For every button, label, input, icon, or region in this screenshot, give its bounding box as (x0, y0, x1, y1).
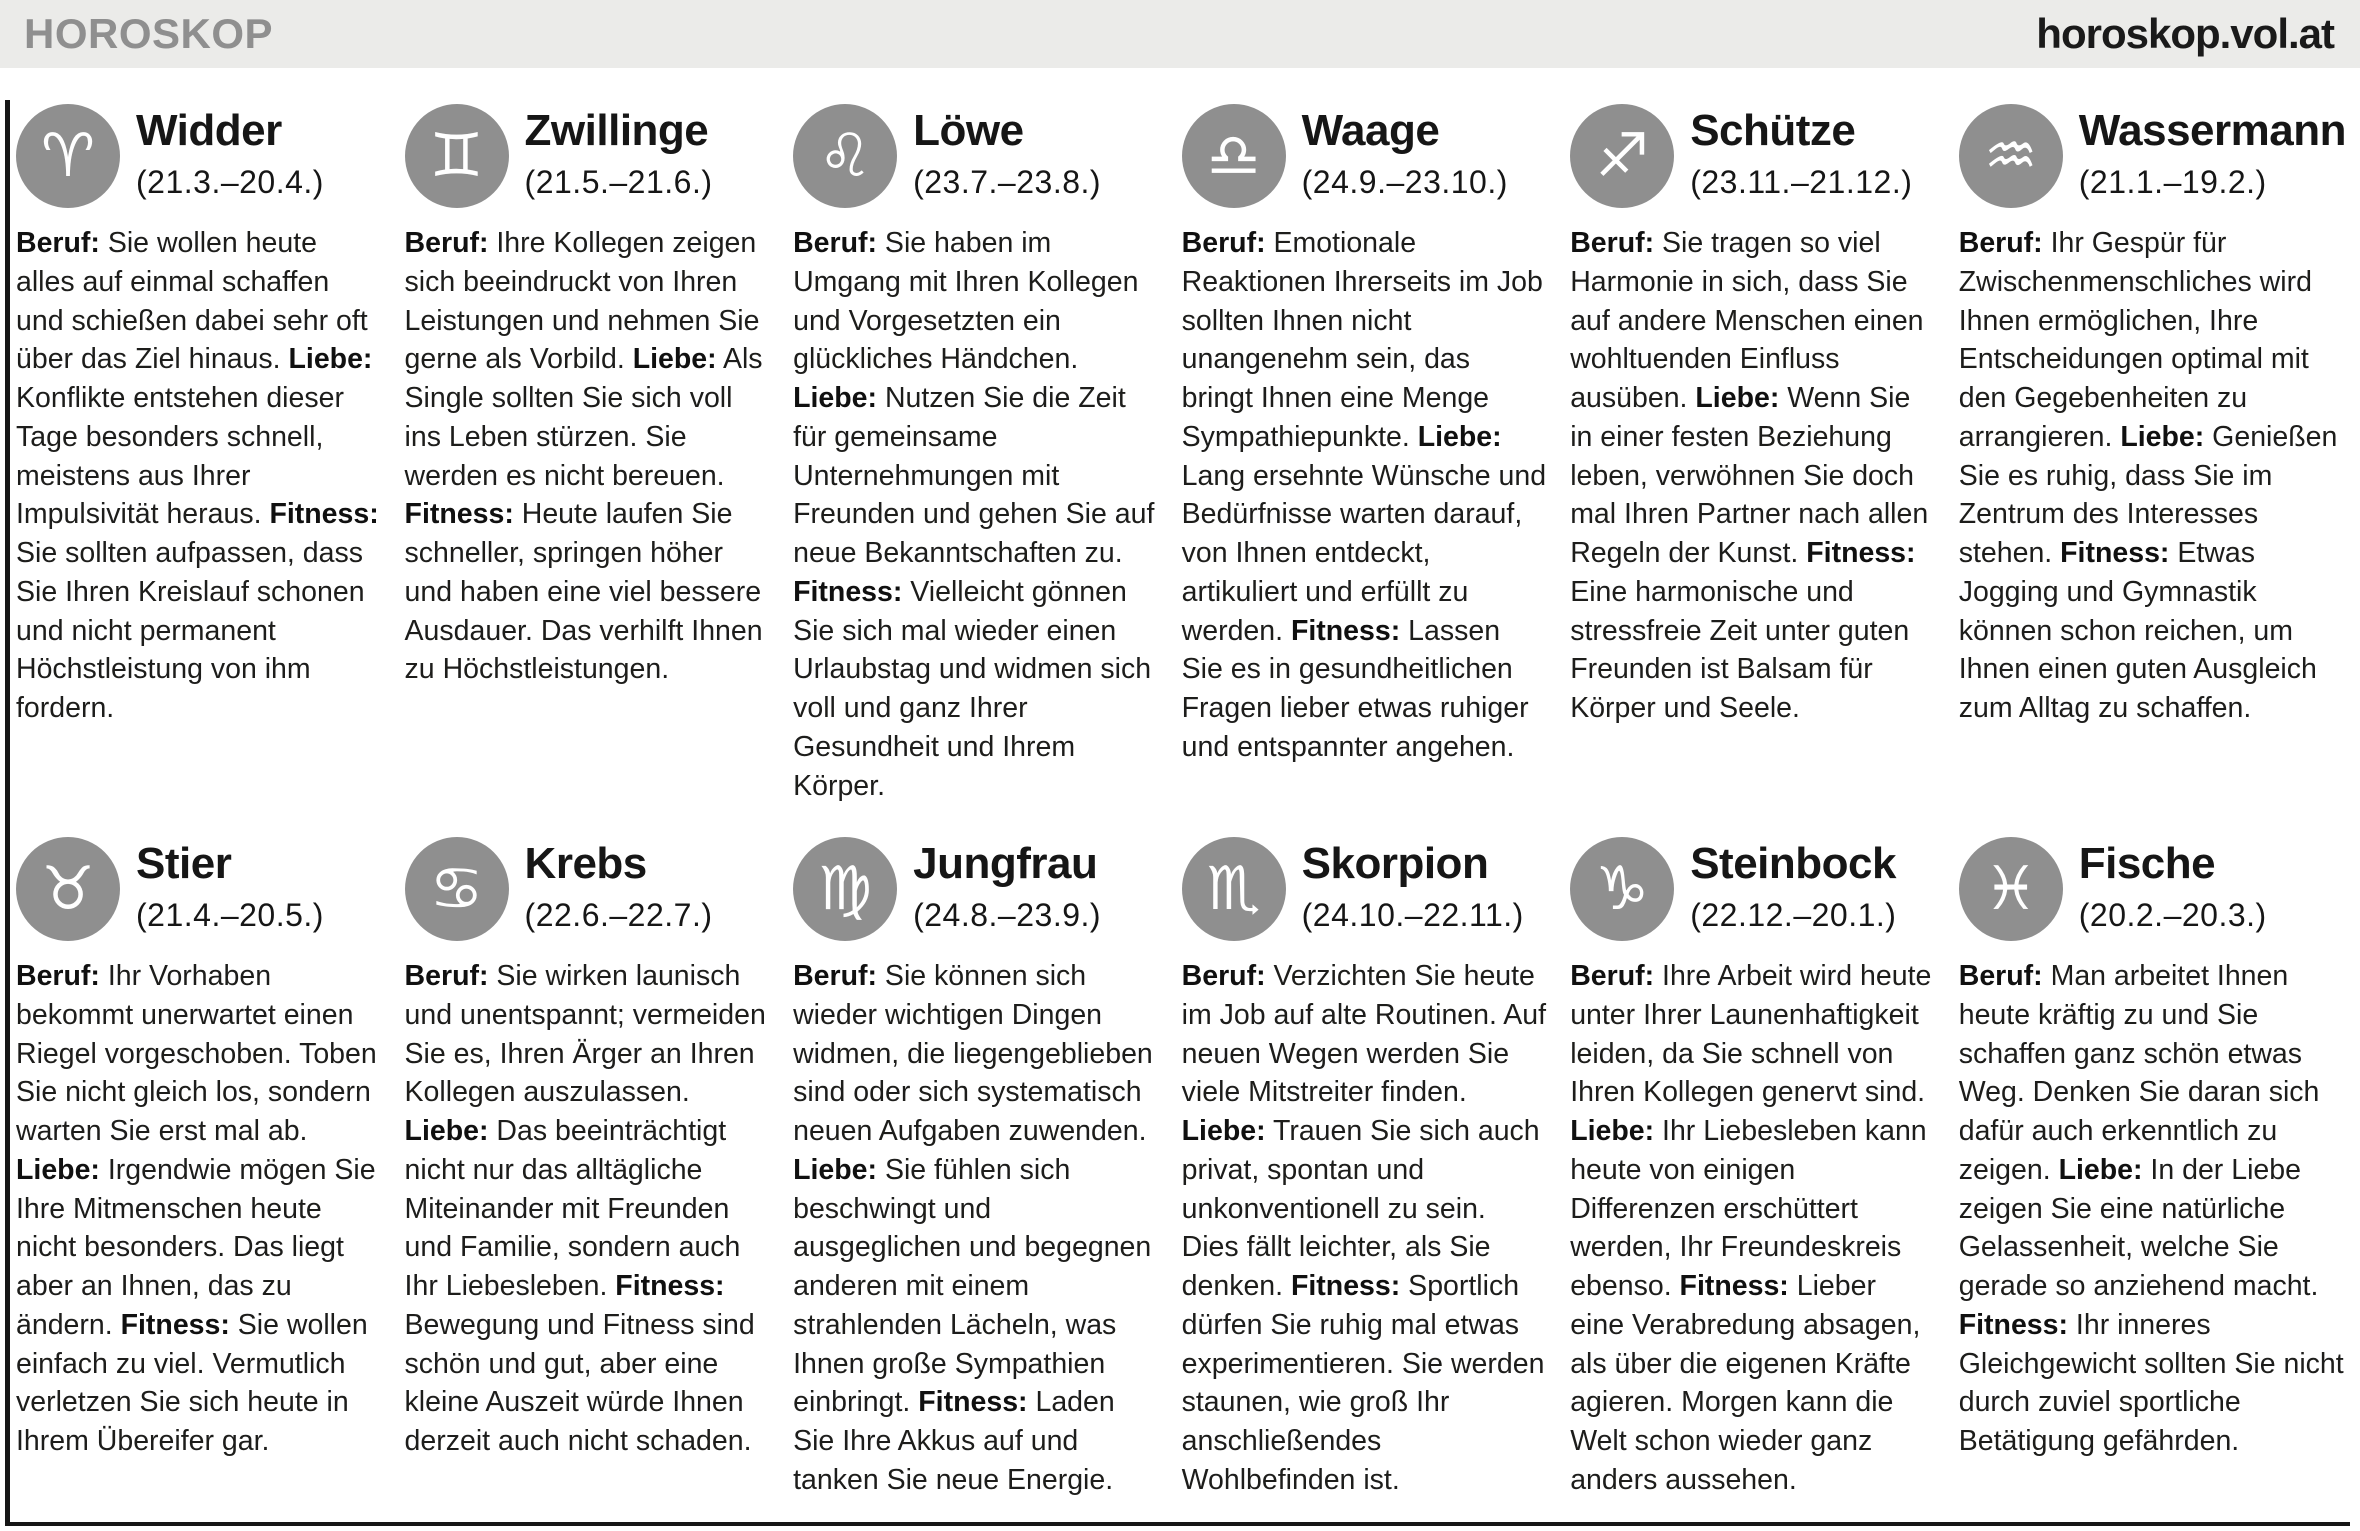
sign-name: Widder (136, 106, 282, 155)
sign-title-block (136, 837, 324, 934)
section-label: Beruf: (404, 960, 489, 992)
section-label: Beruf: (1181, 227, 1266, 259)
sign-header (1959, 837, 2346, 941)
sign-title-block (525, 837, 713, 934)
page-header (0, 0, 2360, 68)
pisces-icon: ♓ (1959, 837, 2063, 941)
sign-title-block (913, 837, 1101, 934)
sign-card (405, 96, 770, 793)
sign-name: Schütze (1690, 106, 1856, 155)
section-label: Liebe: (1417, 420, 1502, 453)
sign-header (1182, 104, 1547, 208)
page-title: HOROSKOP (24, 10, 274, 57)
sign-card (1570, 829, 1935, 1500)
sign-card (1959, 829, 2346, 1500)
section-label: Fitness: (1290, 1270, 1401, 1302)
section-label: Liebe: (288, 343, 373, 376)
sign-title-block (136, 104, 324, 201)
section-label: Liebe: (632, 343, 717, 376)
sign-card (793, 829, 1158, 1500)
sign-name: Waage (1301, 106, 1440, 155)
sign-name: Fische (2078, 839, 2216, 888)
section-label: Fitness: (404, 498, 514, 531)
sign-card (1570, 96, 1935, 793)
signs-grid (16, 96, 2346, 1500)
section-label: Fitness: (1958, 1308, 2069, 1341)
sign-header (16, 837, 381, 941)
sign-card (1182, 829, 1547, 1500)
sign-dates: (24.8.–23.9.) (913, 897, 1102, 934)
sign-text: Beruf: Sie haben im Umgang mit Ihren Kollegen und Vorgesetzten ein glückliches Händchen. Liebe: Nutzen Sie die Zeit für gemeinsame Unternehmungen mit Freunden und gehen Sie auf neue Bekanntschaften zu. Fitness: Vielleicht gönnen Sie sich mal wieder einen Urlaubstag und widmen sich voll und ganz Ihrer Gesundheit und Ihrem Körper. (793, 227, 1155, 802)
sign-card (405, 829, 770, 1500)
sign-title-block (2079, 837, 2267, 934)
sign-card (793, 96, 1158, 802)
section-label: Fitness: (2060, 537, 2170, 569)
sign-card (16, 829, 381, 1500)
sign-text: Beruf: Emotionale Reaktionen Ihrerseits im Job sollten Ihnen nicht unangenehm sein, das bringt Ihnen eine Menge Sympathiepunkte. Liebe: Lang ersehnte Wünsche und Bedürfnisse warten darauf, von Ihnen entdeckt, artikuliert und erfüllt zu werden. Fitness: Lassen Sie es in gesundheitlichen Fragen lieber etwas ruhiger und entspannter angehen. (1181, 227, 1547, 763)
section-label: Liebe: (793, 1153, 878, 1186)
sign-text: Beruf: Ihr Gespür für Zwischenmenschliches wird Ihnen ermöglichen, Ihre Entscheidungen optimal mit den Gegebenheiten zu arrangieren. Liebe: Genießen Sie es ruhig, dass Sie im Zentrum des Interesses stehen. Fitness: Etwas Jogging und Gymnastik können schon reichen, um Ihnen einen guten Ausgleich zum Alltag zu schaffen. (1958, 227, 2338, 724)
sign-text: Beruf: Ihr Vorhaben bekommt unerwartet einen Riegel vorgeschoben. Toben Sie nicht gleich los, sondern warten Sie erst mal ab. Liebe: Irgendwie mögen Sie Ihre Mitmenschen heute nicht besonders. Das liegt aber an Ihnen, das zu ändern. Fitness: Sie wollen einfach zu viel. Vermutlich verletzen Sie sich heute in Ihrem Übereifer gar. (16, 960, 377, 1457)
sign-dates: (21.5.–21.6.) (524, 164, 713, 201)
virgo-icon: ♍ (793, 837, 897, 941)
section-label: Fitness: (1679, 1270, 1789, 1302)
sign-name: Steinbock (1690, 839, 1896, 888)
sign-card (1959, 96, 2346, 793)
sign-title-block (2079, 104, 2346, 201)
section-label: Beruf: (1181, 960, 1266, 992)
leo-icon: ♌ (793, 104, 897, 208)
sagittarius-icon: ♐ (1570, 104, 1674, 208)
section-label: Liebe: (2058, 1153, 2143, 1186)
sign-name: Jungfrau (913, 839, 1098, 888)
section-label: Liebe: (1181, 1115, 1266, 1147)
sign-text: Beruf: Sie wollen heute alles auf einmal schaffen und schießen dabei sehr oft über das Ziel hinaus. Liebe: Konflikte entstehen dieser Tage besonders schnell, meistens aus Ihrer Impulsivität heraus. Fitness: Sie sollten aufpassen, dass Sie Ihren Kreislauf schonen und nicht permanent Höchstleistung von ihm fordern. (16, 227, 379, 724)
section-label: Liebe: (16, 1153, 100, 1186)
sign-dates: (23.7.–23.8.) (913, 164, 1102, 201)
section-label: Beruf: (793, 960, 878, 992)
sign-text: Beruf: Verzichten Sie heute im Job auf alte Routinen. Auf neuen Wegen werden Sie viele Mitstreiter finden. Liebe: Trauen Sie sich auch privat, spontan und unkonventionell zu sein. Dies fällt leichter, als Sie denken. Fitness: Sportlich dürfen Sie ruhig mal etwas experimentieren. Sie werden staunen, wie groß Ihr anschließendes Wohlbefinden ist. (1181, 960, 1547, 1496)
sign-header (16, 104, 381, 208)
section-label: Liebe: (2120, 420, 2205, 453)
section-label: Fitness: (120, 1308, 230, 1341)
sign-name: Zwillinge (524, 106, 709, 155)
cancer-icon: ♋ (405, 837, 509, 941)
section-label: Fitness: (269, 498, 379, 531)
section-label: Beruf: (16, 227, 100, 259)
section-label: Fitness: (918, 1386, 1028, 1419)
sign-dates: (21.3.–20.4.) (136, 164, 324, 201)
sign-header (793, 837, 1158, 941)
sign-header (1570, 104, 1935, 208)
sign-text: Beruf: Ihre Arbeit wird heute unter Ihrer Launenhaftigkeit leiden, da Sie schnell von Ihren Kollegen genervt sind. Liebe: Ihr Liebesleben kann heute von einigen Differenzen erschüttert werden, Ihr Freundeskreis ebenso. Fitness: Lieber eine Verabredung absagen, als über die eigenen Kräfte agieren. Morgen kann die Welt schon wieder ganz anders aussehen. (1570, 960, 1932, 1496)
sign-text: Beruf: Sie wirken launisch und unentspannt; vermeiden Sie es, Ihren Ärger an Ihren Kollegen auszulassen. Liebe: Das beeinträchtigt nicht nur das alltägliche Miteinander mit Freunden und Familie, sondern auch Ihr Liebesleben. Fitness: Bewegung und Fitness sind schön und gut, aber eine kleine Auszeit würde Ihnen derzeit auch nicht schaden. (404, 960, 766, 1457)
sign-name: Löwe (913, 106, 1024, 155)
sign-title-block (1690, 104, 1912, 201)
section-label: Liebe: (1695, 382, 1780, 414)
section-label: Beruf: (16, 960, 100, 992)
site-url: horoskop.vol.at (2036, 10, 2334, 57)
sign-title-block (525, 104, 713, 201)
section-label: Beruf: (1958, 960, 2043, 992)
sign-title-block (1690, 837, 1896, 934)
gemini-icon: ♊ (405, 104, 509, 208)
sign-dates: (22.12.–20.1.) (1690, 897, 1897, 934)
section-label: Beruf: (1958, 227, 2043, 259)
sign-name: Krebs (524, 839, 647, 888)
sign-header (793, 104, 1158, 208)
sign-name: Wassermann (2078, 106, 2346, 155)
section-label: Fitness: (615, 1270, 725, 1302)
sign-title-block (913, 104, 1101, 201)
sign-header (1959, 104, 2346, 208)
sign-text: Beruf: Sie tragen so viel Harmonie in sich, dass Sie auf andere Menschen einen wohltuenden Einfluss ausüben. Liebe: Wenn Sie in einer festen Beziehung leben, verwöhnen Sie doch mal Ihren Partner nach allen Regeln der Kunst. Fitness: Eine harmonische und stressfreie Zeit unter guten Freunden ist Balsam für Körper und Seele. (1570, 227, 1929, 724)
section-label: Liebe: (404, 1115, 489, 1147)
section-label: Beruf: (1570, 960, 1655, 992)
sign-dates: (21.1.–19.2.) (2078, 164, 2267, 201)
scorpio-icon: ♏ (1182, 837, 1286, 941)
sign-card (1182, 96, 1547, 793)
section-label: Fitness: (1290, 614, 1401, 647)
section-label: Beruf: (1570, 227, 1655, 259)
sign-dates: (20.2.–20.3.) (2078, 897, 2267, 934)
sign-card (16, 96, 381, 793)
section-label: Liebe: (1570, 1115, 1655, 1147)
sign-text: Beruf: Ihre Kollegen zeigen sich beeindruckt von Ihren Leistungen und nehmen Sie gerne als Vorbild. Liebe: Als Single sollten Sie sich voll ins Leben stürzen. Sie werden es nicht bereuen. Fitness: Heute laufen Sie schneller, springen höher und haben eine viel bessere Ausdauer. Das verhilft Ihnen zu Höchstleistungen. (404, 227, 763, 686)
sign-text: Beruf: Sie können sich wieder wichtigen Dingen widmen, die liegengeblieben sind oder sich systematisch neuen Aufgaben zuwenden. Liebe: Sie fühlen sich beschwingt und ausgeglichen und begegnen anderen mit einem strahlenden Lächeln, was Ihnen große Sympathien einbringt. Fitness: Laden Sie Ihre Akkus auf und tanken Sie neue Energie. (793, 960, 1153, 1496)
sign-header (1570, 837, 1935, 941)
bottom-rule (5, 1522, 2350, 1526)
sign-name: Skorpion (1301, 839, 1489, 888)
libra-icon: ♎ (1182, 104, 1286, 208)
sign-header (405, 837, 770, 941)
section-label: Liebe: (793, 382, 878, 414)
capricorn-icon: ♑ (1570, 837, 1674, 941)
sign-dates: (22.6.–22.7.) (524, 897, 713, 934)
section-label: Fitness: (793, 575, 903, 608)
left-rule (5, 100, 10, 1522)
sign-dates: (23.11.–21.12.) (1690, 164, 1913, 201)
sign-header (1182, 837, 1547, 941)
sign-header (405, 104, 770, 208)
sign-dates: (24.9.–23.10.) (1301, 164, 1508, 201)
aries-icon: ♈ (16, 104, 120, 208)
sign-name: Stier (136, 839, 232, 888)
sign-title-block (1302, 104, 1508, 201)
aquarius-icon: ♒ (1959, 104, 2063, 208)
section-label: Beruf: (404, 227, 489, 259)
sign-dates: (24.10.–22.11.) (1301, 897, 1524, 934)
section-label: Beruf: (793, 227, 878, 259)
sign-dates: (21.4.–20.5.) (136, 897, 324, 934)
sign-text: Beruf: Man arbeitet Ihnen heute kräftig zu und Sie schaffen ganz schön etwas Weg. Denken Sie daran sich dafür auch erkenntlich zu zeigen. Liebe: In der Liebe zeigen Sie eine natürliche Gelassenheit, welche Sie gerade so anziehend macht. Fitness: Ihr inneres Gleichgewicht sollten Sie nicht durch zuviel sportliche Betätigung gefährden. (1958, 960, 2344, 1457)
section-label: Fitness: (1806, 537, 1916, 569)
sign-title-block (1302, 837, 1524, 934)
taurus-icon: ♉ (16, 837, 120, 941)
